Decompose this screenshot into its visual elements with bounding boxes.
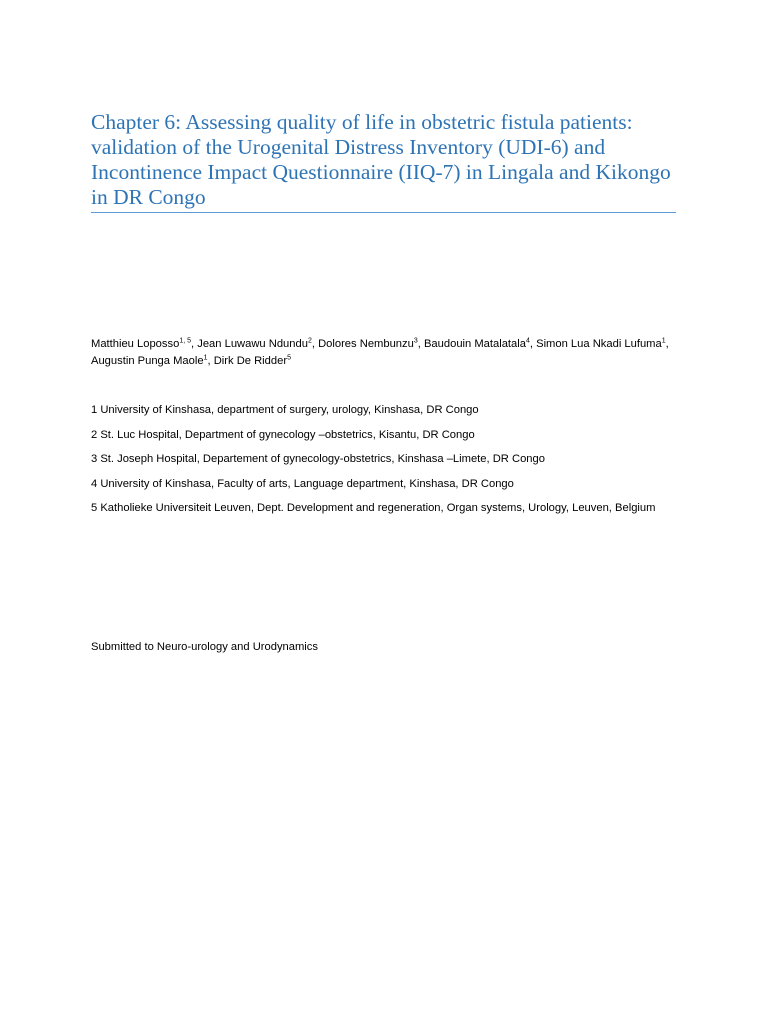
author-list: [91, 336, 681, 370]
author-entry: Baudouin Matalatala$^4$,: [423, 337, 537, 350]
affiliation-list: [91, 402, 681, 525]
affiliation-item: 3 St. Joseph Hospital, Departement of gynecology-obstetrics, Kinshasa –Limete, DR Congo: [91, 453, 545, 465]
affiliation-item: 1 University of Kinshasa, department of surgery, urology, Kinshasa, DR Congo: [91, 404, 479, 416]
author-affiliation-marker: 2: [307, 337, 312, 345]
author-entry: Jean Luwawu Ndundu$^2$,: [197, 337, 319, 350]
author-affiliation-marker: 1, 5: [179, 337, 192, 345]
author-name: Jean Luwawu Ndundu: [197, 338, 308, 350]
author-affiliation-marker: 1: [661, 337, 666, 345]
author-affiliation-marker: 1: [203, 354, 208, 362]
affiliation-item: 4 University of Kinshasa, Faculty of arts, Language department, Kinshasa, DR Congo: [91, 477, 514, 490]
author-entry: Dolores Nembunzu$^3$,: [318, 337, 424, 350]
author-affiliation-marker: 3: [413, 337, 418, 345]
author-name: Dolores Nembunzu: [318, 338, 414, 350]
author-name: Simon Lua Nkadi Lufuma: [536, 338, 662, 350]
submission-note: Submitted to Neuro-urology and Urodynamics: [91, 641, 318, 653]
author-name: Dirk De Ridder: [213, 355, 288, 367]
chapter-title: Chapter 6: Assessing quality of life in obstetric fistula patients: validation of the Urogenital Distress Inventory (UDI-6) and Incontinence Impact Questionnaire (IIQ-7) in Lingala and Kikongo in DR Congo: [91, 110, 671, 209]
affiliation-item: 5 Katholieke Universiteit Leuven, Dept. Development and regeneration, Organ systems, Urology, Leuven, Belgium: [91, 502, 656, 514]
author-name: Matthieu Loposso: [91, 338, 180, 350]
author-entry: Matthieu Loposso$^{1, 5}$,: [91, 337, 198, 350]
title-underline-rule: [91, 212, 676, 213]
author-entry: Simon Lua Nkadi Lufuma$^1$,: [536, 337, 669, 350]
author-affiliation-marker: 4: [525, 337, 530, 345]
author-affiliation-marker: 5: [287, 354, 291, 362]
author-entry: Augustin Punga Maole$^1$,: [91, 354, 214, 367]
affiliation-item: 2 St. Luc Hospital, Department of gynecology –obstetrics, Kisantu, DR Congo: [91, 428, 475, 441]
author-entry: [214, 355, 291, 367]
author-name: Baudouin Matalatala: [423, 338, 526, 350]
author-name: Augustin Punga Maole: [91, 355, 204, 367]
